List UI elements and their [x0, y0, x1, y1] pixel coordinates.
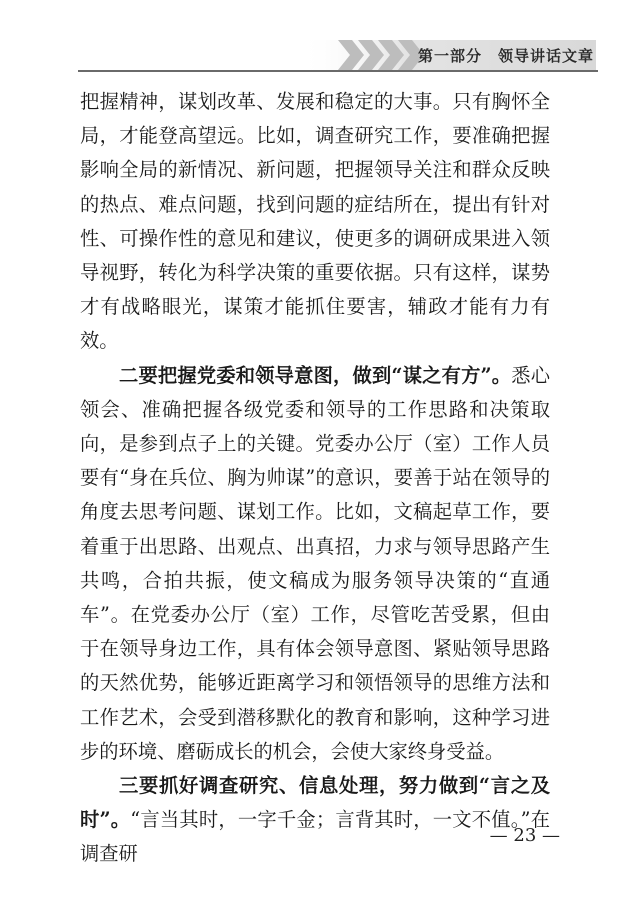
paragraph-1 — [80, 85, 550, 359]
page-number: — 23 — — [489, 825, 560, 846]
paragraph-3 — [80, 769, 550, 872]
paragraph-2-heading: 二要把握党委和领导意图，做到“谋之有方”。 — [119, 363, 512, 387]
header-divider — [78, 70, 598, 72]
paragraph-3-heading: 三要抓好调查研究、信息处理，努力做到“言之及时”。 — [80, 774, 550, 832]
paragraph-2 — [80, 359, 550, 769]
paragraph-1-text: 把握精神，谋划改革、发展和稳定的大事。只有胸怀全局，才能登高望远。比如，调查研究工作，要准确把握影响全局的新情况、新问题，把握领导关注和群众反映的热点、难点问题，找到问题的症结所在，提出有针对性、可操作性的意见和建议，使更多的调研成果进入领导视野，转化为科学决策的重要依据。只有这样，谋势才有战略眼光，谋策才能抓住要害，辅政才能有力有效。 — [80, 90, 550, 353]
article-body — [80, 85, 550, 872]
paragraph-3-text: “言当其时，一字千金；言背其时，一文不值。”在调查研 — [80, 808, 550, 866]
paragraph-2-text: 悉心领会、准确把握各级党委和领导的工作思路和决策取向，是参到点子上的关键。党委办公厅（室）工作人员要有“身在兵位、胸为帅谋”的意识，要善于站在领导的角度去思考问题、谋划工作。比如，文稿起草工作，要着重于出思路、出观点、出真招，力求与领导思路产生共鸣，合拍共振，使文稿成为服务领导决策的“直通车”。在党委办公厅（室）工作，尽管吃苦受累，但由于在领导身边工作，具有体会领导意图、紧贴领导思路的天然优势，能够近距离学习和领悟领导的思维方法和工作艺术，会受到潜移默化的教育和影响，这种学习进步的环境、磨砺成长的机会，会使大家终身受益。 — [80, 363, 551, 763]
running-header — [0, 0, 642, 80]
section-title: 第一部分 领导讲话文章 — [417, 47, 594, 65]
